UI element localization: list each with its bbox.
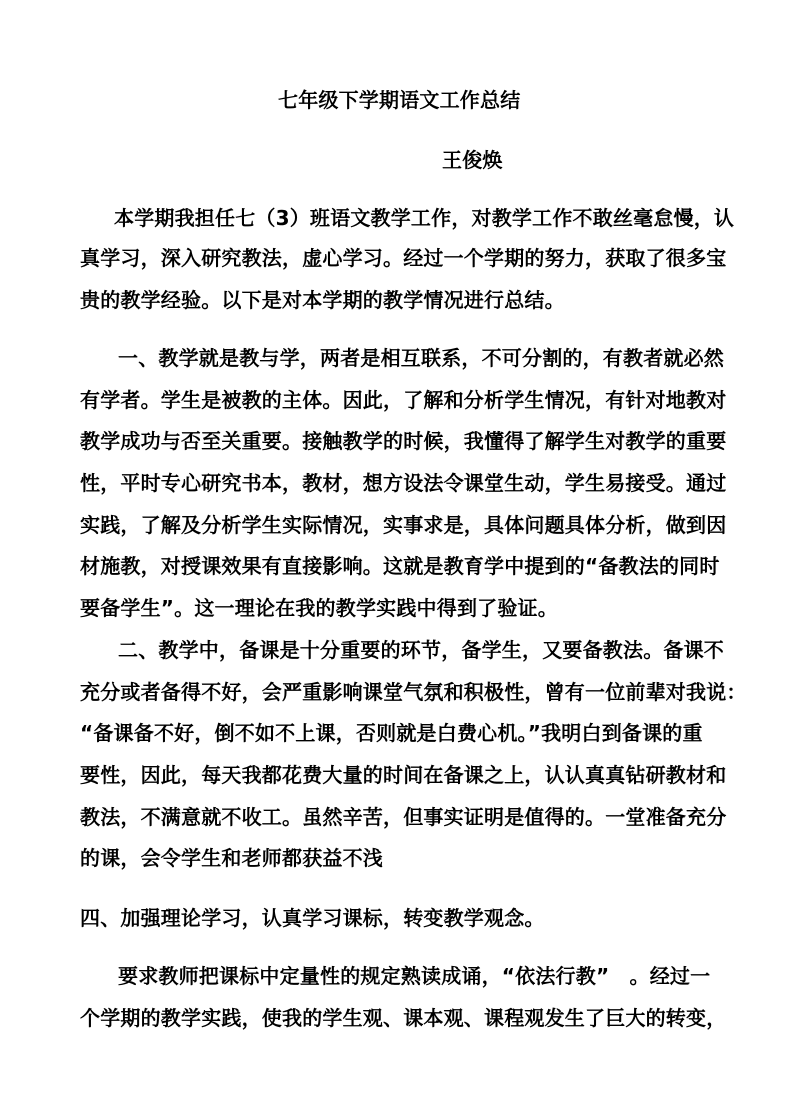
paragraph-line: 教学成功与否至关重要。接触教学的时候，我懂得了解学生对教学的重要 bbox=[80, 429, 727, 453]
paragraph-line: 要备学生”。这一理论在我的教学实践中得到了验证。 bbox=[80, 596, 558, 620]
section-heading: 四、加强理论学习，认真学习课标，转变教学观念。 bbox=[80, 906, 545, 930]
paragraph-line: 充分或者备得不好，会严重影响课堂气氛和积极性，曾有一位前辈对我说： bbox=[80, 680, 747, 704]
paragraph-line: 真学习，深入研究教法，虚心学习。经过一个学期的努力，获取了很多宝 bbox=[80, 246, 727, 270]
paragraph-line: 实践，了解及分析学生实际情况，实事求是，具体问题具体分析，做到因 bbox=[80, 513, 727, 537]
paragraph-line: 二、教学中，备课是十分重要的环节，备学生，又要备教法。备课不 bbox=[118, 638, 724, 662]
paragraph-line: 要求教师把课标中定量性的规定熟读成诵，“依法行教” 。经过一 bbox=[118, 964, 711, 988]
paragraph-line: 本学期我担任七（3）班语文教学工作，对教学工作不敢丝毫怠慢，认 bbox=[114, 206, 735, 230]
paragraph-line: 一、教学就是教与学，两者是相互联系，不可分割的，有教者就必然 bbox=[118, 346, 724, 370]
paragraph-line: 的课，会令学生和老师都获益不浅 bbox=[80, 846, 383, 870]
paragraph-line: 性，平时专心研究书本，教材，想方设法令课堂生动，学生易接受。通过 bbox=[80, 471, 727, 495]
author-name: 王俊焕 bbox=[442, 148, 503, 172]
document-title: 七年级下学期语文工作总结 bbox=[278, 88, 521, 112]
paragraph-line: 贵的教学经验。以下是对本学期的教学情况进行总结。 bbox=[80, 288, 565, 312]
paragraph-line: 个学期的教学实践，使我的学生观、课本观、课程观发生了巨大的转变， bbox=[80, 1006, 727, 1030]
paragraph-line: 要性，因此，每天我都花费大量的时间在备课之上，认认真真钻研教材和 bbox=[80, 763, 727, 787]
paragraph-line: 有学者。学生是被教的主体。因此，了解和分析学生情况，有针对地教对 bbox=[80, 388, 727, 412]
paragraph-line: 材施教，对授课效果有直接影响。这就是教育学中提到的“备教法的同时 bbox=[80, 554, 720, 578]
paragraph-line: “备课备不好，倒不如不上课，否则就是白费心机。”我明白到备课的重 bbox=[80, 721, 703, 745]
paragraph-line: 教法，不满意就不收工。虽然辛苦，但事实证明是值得的。一堂准备充分 bbox=[80, 805, 727, 829]
